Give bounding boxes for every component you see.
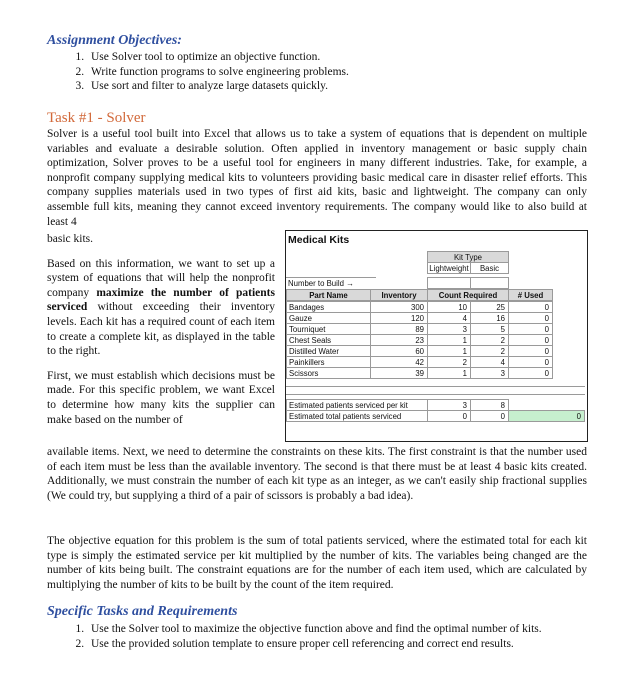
part-inventory: 89 [370, 323, 428, 335]
based-text-bold: maximize the number of patients serviced [47, 286, 275, 314]
number-to-build-label: Number to Build → [286, 277, 376, 289]
col-count-required: Count Required [427, 289, 509, 301]
lightweight-build-input[interactable] [427, 277, 471, 289]
part-basic-count: 2 [470, 334, 509, 346]
part-lightweight-count: 10 [427, 301, 471, 313]
basic-build-input[interactable] [470, 277, 509, 289]
list-item: 1. Use Solver tool to optimize an objective function. [87, 50, 349, 65]
list-item: 2. Use the provided solution template to ensure proper cell referencing and correct end results. [87, 637, 542, 652]
est-total-basic: 0 [470, 410, 509, 422]
part-inventory: 300 [370, 301, 428, 313]
divider [286, 386, 585, 387]
medical-kits-spreadsheet [285, 230, 588, 442]
list-item: 1. Use the Solver tool to maximize the objective function above and find the optimal number of kits. [87, 622, 542, 637]
basic-kits-text: basic kits. [47, 233, 93, 245]
task1-intro-text: Solver is a useful tool built into Excel that allows us to take a system of equations that is dependent on multiple variables and evaluate a desirable solution. Often applied in inventory management or basic supply chain optimization, Solver proves to be a useful tool for engineers in many different industries. Take, for example, a nonprofit company supplying medical kits to volunteers providing basic medical care in disaster relief efforts. This company supplies materials used in two types of first aid kits, basic and lightweight. The company can only assemble full kits, meaning they cannot exceed inventory requirements. The company would like to also build at least 4 [47, 128, 587, 228]
part-name: Tourniquet [286, 323, 371, 335]
est-per-kit-label: Estimated patients serviced per kit [286, 399, 428, 411]
part-lightweight-count: 1 [427, 345, 471, 357]
part-name: Gauze [286, 312, 371, 324]
part-inventory: 42 [370, 356, 428, 368]
part-used: 0 [508, 301, 553, 313]
part-lightweight-count: 3 [427, 323, 471, 335]
specific-tasks-heading: Specific Tasks and Requirements [47, 604, 238, 619]
part-name: Bandages [286, 301, 371, 313]
objectives-list [47, 50, 349, 94]
kit-type-basic: Basic [470, 262, 509, 274]
left-column [47, 232, 275, 427]
spreadsheet-title: Medical Kits [288, 234, 350, 246]
list-item: 2. Write function programs to solve engineering problems. [87, 65, 349, 80]
part-name: Scissors [286, 367, 371, 379]
task1-intro-paragraph [47, 127, 587, 229]
part-used: 0 [508, 367, 553, 379]
part-lightweight-count: 4 [427, 312, 471, 324]
first-paragraph: First, we must establish which decisions must be made. For this specific problem, we want Excel to determine how many kits the supplier can make based on the number of [47, 369, 275, 426]
part-used: 0 [508, 345, 553, 357]
part-lightweight-count: 1 [427, 367, 471, 379]
col-part-name: Part Name [286, 289, 371, 301]
col-used: # Used [508, 289, 553, 301]
part-inventory: 23 [370, 334, 428, 346]
task1-heading: Task #1 - Solver [47, 110, 146, 126]
part-used: 0 [508, 312, 553, 324]
part-name: Chest Seals [286, 334, 371, 346]
part-inventory: 60 [370, 345, 428, 357]
part-basic-count: 4 [470, 356, 509, 368]
est-per-kit-basic: 8 [470, 399, 509, 411]
based-on-paragraph [47, 257, 275, 359]
part-inventory: 120 [370, 312, 428, 324]
part-basic-count: 3 [470, 367, 509, 379]
objective-paragraph: The objective equation for this problem is the sum of total patients serviced, where the estimated total for each kit type is simply the estimated service per kit multiplied by the number of kits. The variables being changed are the number of kits being built. The constraint equations are for the number of each item used, which are calculated by multiplying the number of kits to be built by the count of the item required. [47, 535, 587, 591]
based-text-start: Based on this information, we want to set up a system of equations that will help the nonprofit company [47, 257, 275, 299]
col-inventory: Inventory [370, 289, 428, 301]
part-used: 0 [508, 323, 553, 335]
est-total-objective: 0 [508, 410, 585, 422]
part-inventory: 39 [370, 367, 428, 379]
divider [286, 394, 585, 395]
part-name: Painkillers [286, 356, 371, 368]
list-item: 3. Use sort and filter to analyze large datasets quickly. [87, 79, 349, 94]
kit-type-lightweight: Lightweight [427, 262, 471, 274]
est-total-label: Estimated total patients serviced [286, 410, 428, 422]
objectives-heading: Assignment Objectives: [47, 33, 182, 48]
est-total-lightweight: 0 [427, 410, 471, 422]
est-per-kit-lightweight: 3 [427, 399, 471, 411]
part-basic-count: 25 [470, 301, 509, 313]
based-text-end: without exceeding their inventory levels. Each kit has a required count of each item to create a complete kit, as displayed in the table to the right. [47, 301, 275, 358]
part-used: 0 [508, 356, 553, 368]
part-lightweight-count: 1 [427, 334, 471, 346]
specific-tasks-list [47, 622, 542, 651]
part-basic-count: 2 [470, 345, 509, 357]
constraints-paragraph: available items. Next, we need to determine the constraints on these kits. The first constraint is that the number used of each item must be less than the available inventory. The second is that there must be at least 4 basic kits created. Additionally, we must constrain the number of each kit type as an integer, as we can't easily ship fractional supplies (We could try, but supplying a third of a pair of scissors is probably a bad idea). [47, 446, 587, 502]
part-basic-count: 5 [470, 323, 509, 335]
part-used: 0 [508, 334, 553, 346]
part-basic-count: 16 [470, 312, 509, 324]
part-lightweight-count: 2 [427, 356, 471, 368]
part-name: Distilled Water [286, 345, 371, 357]
kit-type-header: Kit Type [427, 251, 509, 263]
